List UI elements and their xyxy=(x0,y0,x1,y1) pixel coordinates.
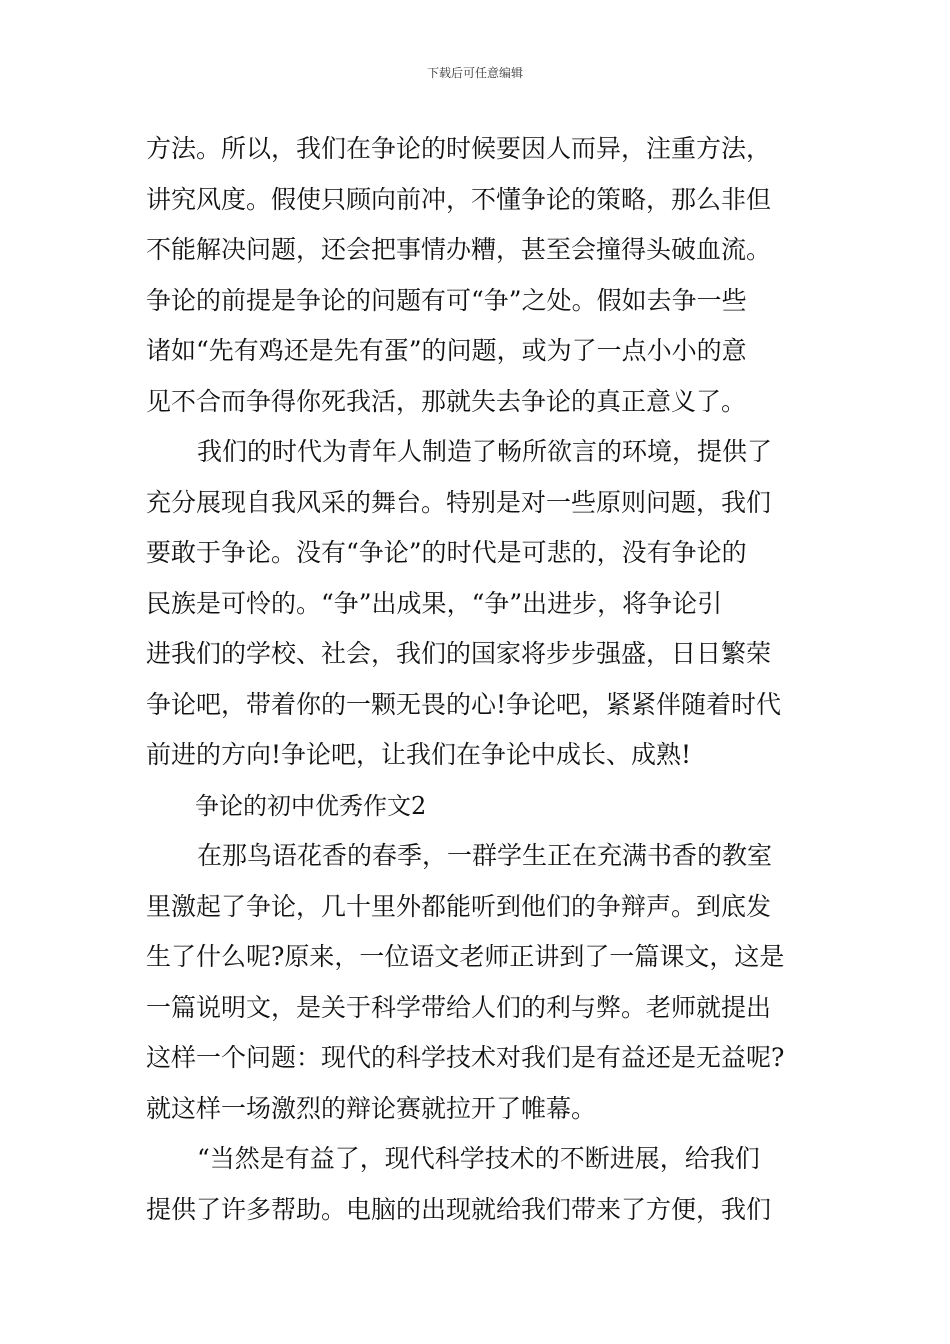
document-body xyxy=(146,124,806,1235)
paragraph-line: 前进的方向!争论吧，让我们在争论中成长、成熟! xyxy=(146,740,692,769)
paragraph-line: 诸如“先有鸡还是先有蛋”的问题，或为了一点小小的意 xyxy=(146,336,747,365)
paragraph-line: 我们的时代为青年人制造了畅所欲言的环境，提供了 xyxy=(197,437,773,466)
paragraph-line: 争论吧，带着你的一颗无畏的心!争论吧，紧紧伴随着时代 xyxy=(146,689,782,719)
paragraph-line: 讲究风度。假使只顾向前冲，不懂争论的策略，那么非但 xyxy=(146,184,772,214)
paragraph-line: 在那鸟语花香的春季，一群学生正在充满书香的教室 xyxy=(197,841,773,870)
paragraph-line: 一篇说明文，是关于科学带给人们的利与弊。老师就提出 xyxy=(146,992,772,1022)
paragraph-line: 民族是可怜的。“争”出成果，“争”出进步，将争论引 xyxy=(146,588,723,618)
paragraph-line: 充分展现自我风采的舞台。特别是对一些原则问题，我们 xyxy=(146,487,772,517)
paragraph-line: 就这样一场激烈的辩论赛就拉开了帷幕。 xyxy=(146,1093,597,1123)
paragraph-line: 不能解决问题，还会把事情办糟，甚至会撞得头破血流。 xyxy=(146,235,772,264)
paragraph-line: 方法。所以，我们在争论的时候要因人而异，注重方法， xyxy=(146,134,772,163)
paragraph-line: 提供了许多帮助。电脑的出现就给我们带来了方便，我们 xyxy=(146,1194,772,1224)
paragraph-line: 这样一个问题：现代的科学技术对我们是有益还是无益呢? xyxy=(146,1043,785,1072)
page-header: 下载后可任意编辑 xyxy=(426,66,523,80)
paragraph-line: 要敢于争论。没有“争论”的时代是可悲的，没有争论的 xyxy=(146,538,747,567)
paragraph-line: 争论的前提是争论的问题有可“争”之处。假如去争一些 xyxy=(146,285,747,315)
paragraph-line: 见不合而争得你死我活，那就失去争论的真正意义了。 xyxy=(146,386,747,416)
paragraph-line: 里激起了争论，几十里外都能听到他们的争辩声。到底发 xyxy=(146,891,772,921)
paragraph-line: “当然是有益了，现代科学技术的不断进展，给我们 xyxy=(197,1144,760,1173)
section-heading: 争论的初中优秀作文2 xyxy=(195,791,427,820)
paragraph-line: 进我们的学校、社会，我们的国家将步步强盛，日日繁荣 xyxy=(146,639,772,668)
paragraph-line: 生了什么呢?原来，一位语文老师正讲到了一篇课文，这是 xyxy=(146,942,785,971)
